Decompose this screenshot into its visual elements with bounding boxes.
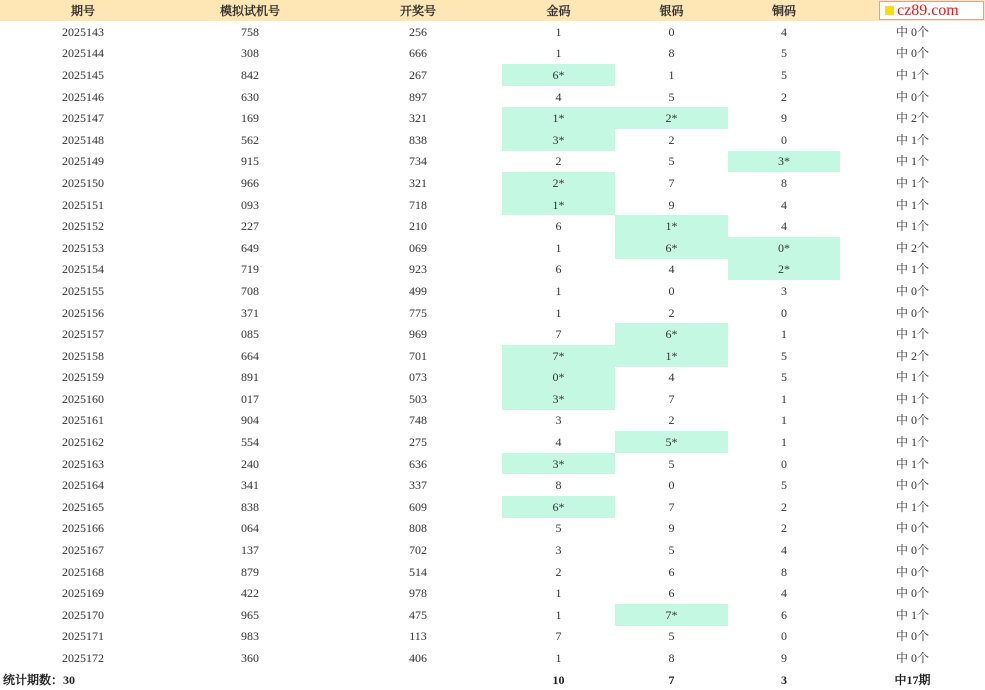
cell-silver-code: 5	[668, 154, 675, 169]
cell-simulated-number: 341	[241, 478, 259, 493]
cell-silver-code: 0	[668, 24, 675, 39]
cell-draw-number: 113	[409, 629, 427, 644]
cell-copper-code: 2	[781, 521, 787, 536]
table-row	[0, 129, 985, 151]
cell-silver-code: 2	[668, 132, 675, 147]
table-row	[0, 194, 985, 216]
cell-silver-code: 1*	[615, 215, 728, 237]
cell-draw-number: 337	[409, 478, 427, 493]
cell-draw-number: 514	[409, 564, 427, 579]
cell-gold-code: 7	[555, 327, 562, 342]
cell-gold-code: 6	[555, 219, 562, 234]
cell-period: 2025154	[62, 262, 104, 277]
cell-period: 2025145	[62, 67, 104, 82]
table-row	[0, 431, 985, 453]
cell-silver-code: 9	[668, 197, 675, 212]
table-row	[0, 539, 985, 561]
table-row	[0, 323, 985, 345]
cell-copper-code: 4	[781, 586, 787, 601]
table-row	[0, 259, 985, 281]
cell-simulated-number: 360	[241, 651, 259, 666]
cell-simulated-number: 719	[241, 262, 259, 277]
cell-gold-code: 2	[555, 564, 562, 579]
header-gold-code: 金码	[502, 0, 615, 21]
table-row	[0, 86, 985, 108]
cell-draw-number: 210	[409, 219, 427, 234]
table-row	[0, 107, 985, 129]
cell-simulated-number: 891	[241, 370, 259, 385]
cell-gold-code: 7	[555, 629, 562, 644]
cell-gold-code: 8	[555, 478, 562, 493]
cell-period: 2025161	[62, 413, 104, 428]
cell-copper-code: 4	[781, 543, 787, 558]
cell-copper-code: 1	[781, 435, 787, 450]
cell-result: 中 2个	[895, 111, 929, 126]
cell-draw-number: 499	[409, 283, 427, 298]
cell-result: 中 1个	[895, 607, 929, 622]
summary-empty-cell	[166, 669, 334, 690]
cell-period: 2025167	[62, 543, 104, 558]
cell-result: 中 1个	[895, 175, 929, 190]
summary-period-count: 统计期数：30	[3, 672, 76, 687]
cell-result: 中 1个	[895, 197, 929, 212]
site-logo[interactable]	[879, 1, 984, 20]
table-row	[0, 647, 985, 669]
cell-copper-code: 2*	[728, 259, 840, 281]
table-header-row	[0, 0, 985, 21]
table-row	[0, 604, 985, 626]
cell-draw-number: 321	[409, 175, 427, 190]
cell-silver-code: 5	[668, 629, 675, 644]
cell-result: 中 0个	[895, 478, 929, 493]
cell-simulated-number: 562	[241, 132, 259, 147]
cell-simulated-number: 842	[241, 67, 259, 82]
table-row	[0, 410, 985, 432]
cell-result: 中 1个	[895, 262, 929, 277]
cell-result: 中 2个	[895, 240, 929, 255]
header-simulated-number: 模拟试机号	[166, 0, 334, 21]
cell-copper-code: 4	[781, 219, 787, 234]
cell-period: 2025171	[62, 629, 104, 644]
cell-result: 中 1个	[895, 67, 929, 82]
cell-simulated-number: 708	[241, 283, 259, 298]
table-row	[0, 215, 985, 237]
cell-silver-code: 8	[668, 651, 675, 666]
table-row	[0, 453, 985, 475]
summary-gold-total: 10	[552, 672, 565, 687]
cell-gold-code: 1	[555, 607, 562, 622]
cell-draw-number: 256	[409, 24, 427, 39]
cell-simulated-number: 017	[241, 391, 259, 406]
cell-copper-code: 8	[781, 175, 787, 190]
cell-simulated-number: 422	[241, 586, 259, 601]
cell-result: 中 1个	[895, 435, 929, 450]
header-silver-code: 银码	[615, 0, 728, 21]
cell-copper-code: 2	[781, 499, 787, 514]
cell-period: 2025165	[62, 499, 104, 514]
cell-draw-number: 073	[409, 370, 427, 385]
cell-gold-code: 3	[555, 543, 562, 558]
cell-result: 中 0个	[895, 543, 929, 558]
cell-draw-number: 897	[409, 89, 427, 104]
cell-period: 2025146	[62, 89, 104, 104]
cell-gold-code: 6*	[502, 496, 615, 518]
cell-gold-code: 1*	[502, 194, 615, 216]
cell-simulated-number: 879	[241, 564, 259, 579]
cell-result: 中 1个	[895, 456, 929, 471]
cell-draw-number: 321	[409, 111, 427, 126]
cell-gold-code: 3*	[502, 453, 615, 475]
table-row	[0, 151, 985, 173]
cell-period: 2025170	[62, 607, 104, 622]
cell-result: 中 0个	[895, 283, 929, 298]
cell-silver-code: 2*	[615, 107, 728, 129]
table-row	[0, 64, 985, 86]
cell-draw-number: 666	[409, 46, 427, 61]
cell-simulated-number: 371	[241, 305, 259, 320]
table-row	[0, 345, 985, 367]
cell-period: 2025155	[62, 283, 104, 298]
cell-draw-number: 969	[409, 327, 427, 342]
cell-silver-code: 7*	[615, 604, 728, 626]
table-row	[0, 237, 985, 259]
cell-period: 2025164	[62, 478, 104, 493]
cell-draw-number: 775	[409, 305, 427, 320]
cell-gold-code: 4	[555, 435, 562, 450]
cell-copper-code: 0*	[728, 237, 840, 259]
cell-result: 中 1个	[895, 327, 929, 342]
cell-gold-code: 5	[555, 521, 562, 536]
cell-simulated-number: 137	[241, 543, 259, 558]
cell-copper-code: 1	[781, 391, 787, 406]
table-row	[0, 388, 985, 410]
cell-silver-code: 7	[668, 499, 675, 514]
cell-draw-number: 406	[409, 651, 427, 666]
cell-silver-code: 7	[668, 175, 675, 190]
cell-silver-code: 2	[668, 413, 675, 428]
cell-draw-number: 475	[409, 607, 427, 622]
cell-result: 中 1个	[895, 219, 929, 234]
cell-silver-code: 1	[668, 67, 675, 82]
cell-result: 中 0个	[895, 586, 929, 601]
cell-copper-code: 5	[781, 67, 787, 82]
table-body	[0, 21, 985, 669]
logo-square-icon	[885, 6, 894, 15]
cell-simulated-number: 966	[241, 175, 259, 190]
cell-period: 2025151	[62, 197, 104, 212]
cell-silver-code: 5	[668, 89, 675, 104]
cell-result: 中 1个	[895, 499, 929, 514]
cell-copper-code: 8	[781, 564, 787, 579]
cell-silver-code: 9	[668, 521, 675, 536]
cell-draw-number: 838	[409, 132, 427, 147]
cell-draw-number: 069	[409, 240, 427, 255]
cell-gold-code: 1	[555, 586, 562, 601]
cell-simulated-number: 064	[241, 521, 259, 536]
cell-gold-code: 4	[555, 89, 562, 104]
cell-period: 2025166	[62, 521, 104, 536]
cell-simulated-number: 240	[241, 456, 259, 471]
cell-draw-number: 702	[409, 543, 427, 558]
cell-copper-code: 9	[781, 651, 787, 666]
cell-period: 2025153	[62, 240, 104, 255]
cell-period: 2025160	[62, 391, 104, 406]
cell-simulated-number: 169	[241, 111, 259, 126]
cell-silver-code: 5*	[615, 431, 728, 453]
cell-result: 中 1个	[895, 132, 929, 147]
cell-period: 2025143	[62, 24, 104, 39]
cell-result: 中 0个	[895, 24, 929, 39]
cell-gold-code: 1*	[502, 107, 615, 129]
cell-gold-code: 2	[555, 154, 562, 169]
cell-draw-number: 923	[409, 262, 427, 277]
cell-copper-code: 4	[781, 197, 787, 212]
cell-draw-number: 808	[409, 521, 427, 536]
cell-copper-code: 0	[781, 456, 787, 471]
cell-silver-code: 6*	[615, 323, 728, 345]
table-row	[0, 367, 985, 389]
cell-draw-number: 267	[409, 67, 427, 82]
cell-result: 中 2个	[895, 348, 929, 363]
cell-simulated-number: 093	[241, 197, 259, 212]
summary-row	[0, 669, 985, 690]
cell-draw-number: 503	[409, 391, 427, 406]
cell-period: 2025172	[62, 651, 104, 666]
summary-copper-total: 3	[781, 672, 787, 687]
cell-silver-code: 1*	[615, 345, 728, 367]
cell-copper-code: 3*	[728, 151, 840, 173]
cell-gold-code: 3	[555, 413, 562, 428]
cell-simulated-number: 915	[241, 154, 259, 169]
table-row	[0, 582, 985, 604]
cell-copper-code: 4	[781, 24, 787, 39]
cell-period: 2025159	[62, 370, 104, 385]
cell-gold-code: 3*	[502, 388, 615, 410]
cell-gold-code: 0*	[502, 367, 615, 389]
cell-period: 2025152	[62, 219, 104, 234]
cell-gold-code: 1	[555, 240, 562, 255]
cell-simulated-number: 758	[241, 24, 259, 39]
table-row	[0, 21, 985, 43]
cell-copper-code: 3	[781, 283, 787, 298]
cell-period: 2025162	[62, 435, 104, 450]
cell-copper-code: 0	[781, 629, 787, 644]
cell-draw-number: 609	[409, 499, 427, 514]
cell-copper-code: 1	[781, 413, 787, 428]
cell-result: 中 0个	[895, 89, 929, 104]
table-row	[0, 474, 985, 496]
cell-simulated-number: 630	[241, 89, 259, 104]
summary-empty-cell	[334, 669, 502, 690]
cell-simulated-number: 554	[241, 435, 259, 450]
cell-draw-number: 636	[409, 456, 427, 471]
cell-period: 2025168	[62, 564, 104, 579]
cell-result: 中 1个	[895, 391, 929, 406]
cell-period: 2025149	[62, 154, 104, 169]
cell-silver-code: 2	[668, 305, 675, 320]
cell-period: 2025150	[62, 175, 104, 190]
cell-gold-code: 1	[555, 283, 562, 298]
cell-copper-code: 2	[781, 89, 787, 104]
cell-silver-code: 4	[668, 370, 675, 385]
cell-copper-code: 5	[781, 370, 787, 385]
cell-silver-code: 0	[668, 478, 675, 493]
cell-period: 2025147	[62, 111, 104, 126]
cell-silver-code: 7	[668, 391, 675, 406]
logo-text: cz89.com	[897, 1, 959, 19]
cell-draw-number: 978	[409, 586, 427, 601]
cell-result: 中 0个	[895, 651, 929, 666]
cell-result: 中 0个	[895, 413, 929, 428]
cell-silver-code: 5	[668, 456, 675, 471]
table-row	[0, 626, 985, 648]
table-row	[0, 280, 985, 302]
cell-gold-code: 1	[555, 651, 562, 666]
cell-simulated-number: 838	[241, 499, 259, 514]
cell-copper-code: 1	[781, 327, 787, 342]
cell-result: 中 0个	[895, 305, 929, 320]
cell-simulated-number: 649	[241, 240, 259, 255]
table-row	[0, 302, 985, 324]
cell-period: 2025158	[62, 348, 104, 363]
cell-period: 2025169	[62, 586, 104, 601]
cell-period: 2025163	[62, 456, 104, 471]
cell-simulated-number: 085	[241, 327, 259, 342]
cell-simulated-number: 664	[241, 348, 259, 363]
cell-silver-code: 6*	[615, 237, 728, 259]
cell-gold-code: 7*	[502, 345, 615, 367]
cell-copper-code: 5	[781, 46, 787, 61]
cell-result: 中 0个	[895, 46, 929, 61]
cell-silver-code: 0	[668, 283, 675, 298]
cell-silver-code: 8	[668, 46, 675, 61]
cell-gold-code: 3*	[502, 129, 615, 151]
cell-gold-code: 1	[555, 46, 562, 61]
table-row	[0, 561, 985, 583]
summary-silver-total: 7	[668, 672, 675, 687]
cell-gold-code: 2*	[502, 172, 615, 194]
cell-period: 2025148	[62, 132, 104, 147]
cell-result: 中 0个	[895, 521, 929, 536]
header-copper-code: 铜码	[728, 0, 840, 21]
cell-period: 2025156	[62, 305, 104, 320]
cell-draw-number: 734	[409, 154, 427, 169]
table-row	[0, 496, 985, 518]
cell-result: 中 1个	[895, 154, 929, 169]
cell-simulated-number: 308	[241, 46, 259, 61]
cell-silver-code: 4	[668, 262, 675, 277]
header-draw-number: 开奖号	[334, 0, 502, 21]
cell-simulated-number: 965	[241, 607, 259, 622]
cell-draw-number: 275	[409, 435, 427, 450]
cell-silver-code: 6	[668, 586, 675, 601]
cell-result: 中 0个	[895, 629, 929, 644]
cell-copper-code: 0	[781, 305, 787, 320]
summary-result-total: 中17期	[894, 672, 931, 687]
table-row	[0, 172, 985, 194]
cell-result: 中 0个	[895, 564, 929, 579]
header-period: 期号	[0, 0, 166, 21]
cell-copper-code: 0	[781, 132, 787, 147]
cell-silver-code: 5	[668, 543, 675, 558]
cell-copper-code: 5	[781, 478, 787, 493]
table-row	[0, 43, 985, 65]
cell-silver-code: 6	[668, 564, 675, 579]
table-row	[0, 518, 985, 540]
cell-draw-number: 748	[409, 413, 427, 428]
cell-draw-number: 718	[409, 197, 427, 212]
cell-copper-code: 5	[781, 348, 787, 363]
cell-simulated-number: 983	[241, 629, 259, 644]
cell-copper-code: 6	[781, 607, 787, 622]
cell-simulated-number: 227	[241, 219, 259, 234]
cell-gold-code: 1	[555, 24, 562, 39]
cell-period: 2025144	[62, 46, 104, 61]
cell-result: 中 1个	[895, 370, 929, 385]
cell-gold-code: 6	[555, 262, 562, 277]
cell-simulated-number: 904	[241, 413, 259, 428]
cell-gold-code: 6*	[502, 64, 615, 86]
cell-gold-code: 1	[555, 305, 562, 320]
cell-copper-code: 9	[781, 111, 787, 126]
cell-draw-number: 701	[409, 348, 427, 363]
cell-period: 2025157	[62, 327, 104, 342]
